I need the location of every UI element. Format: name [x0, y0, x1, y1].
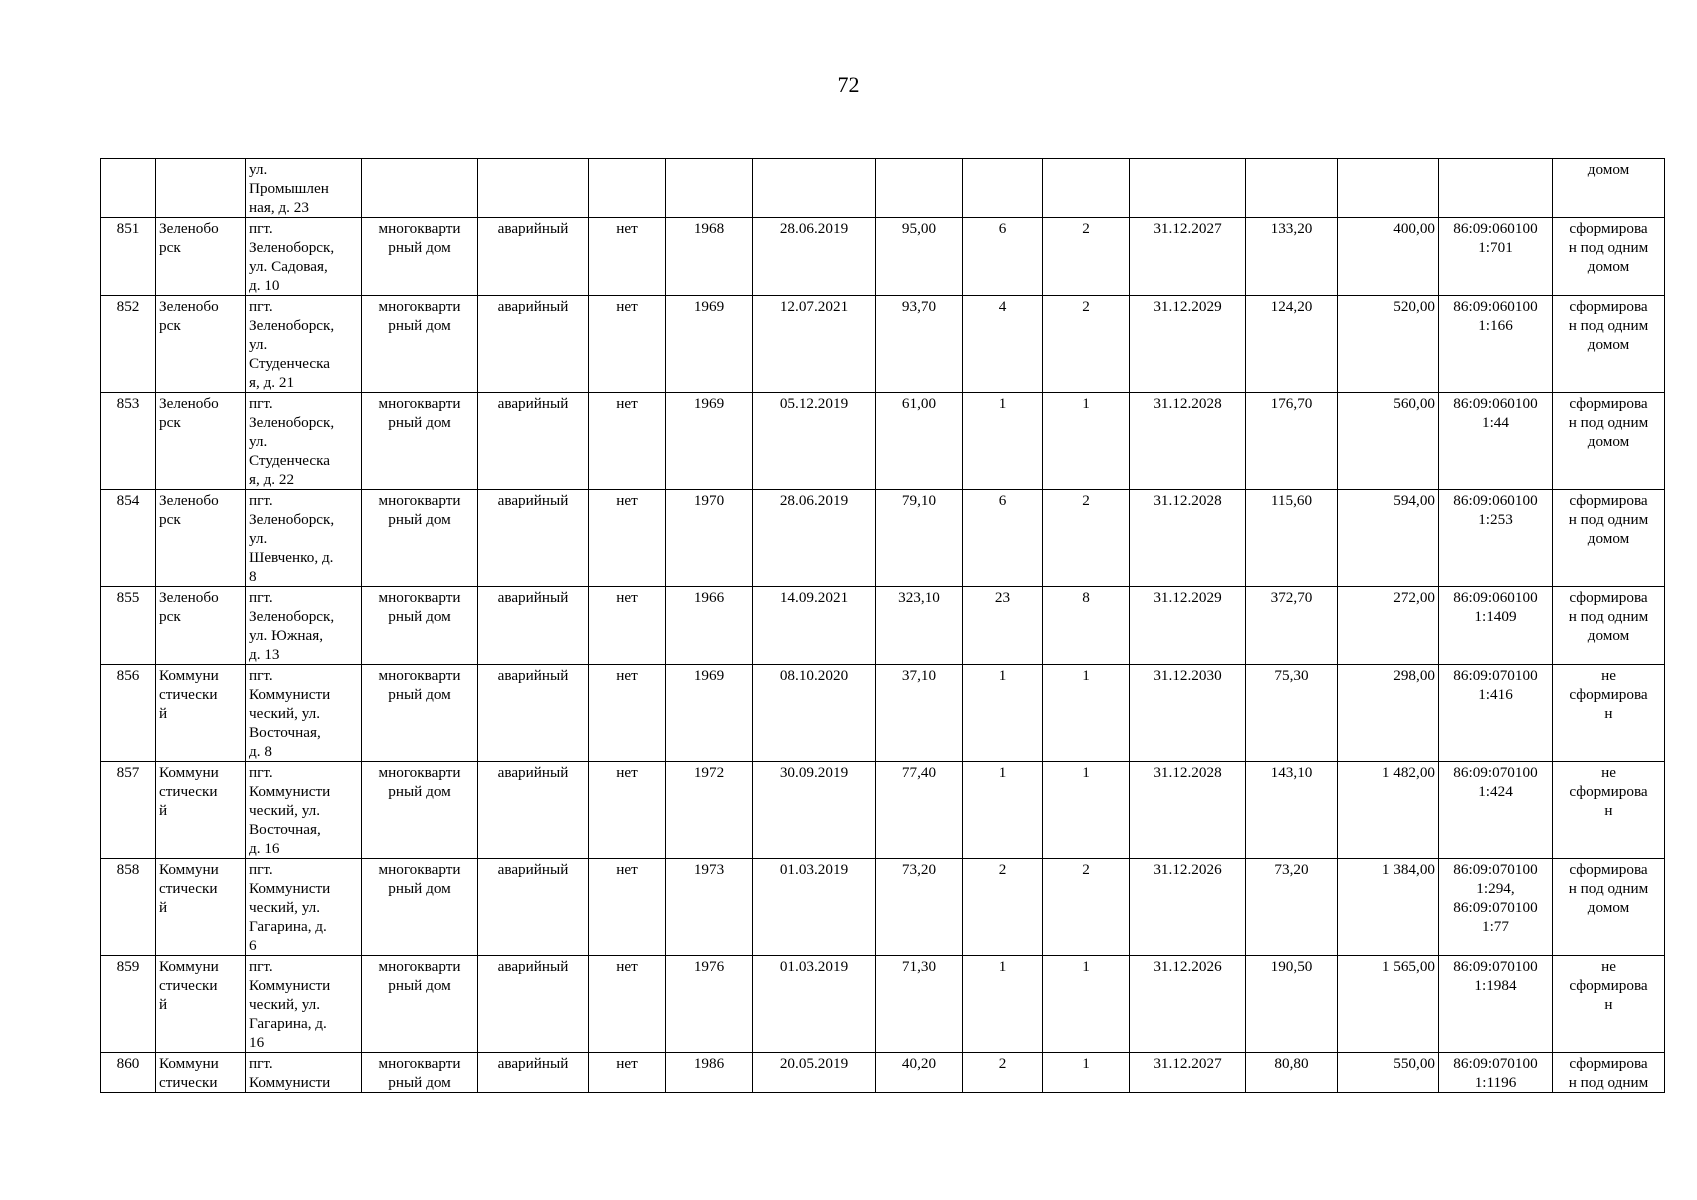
table-row [101, 296, 1665, 393]
decision-date-cell: 05.12.2019 [753, 393, 876, 490]
house-type-cell: многокварти рный дом [362, 490, 478, 587]
flats-cell: 8 [1043, 587, 1130, 665]
residents-cell: 1 [963, 393, 1043, 490]
flag-cell: нет [589, 218, 666, 296]
area-cell: 323,10 [876, 587, 963, 665]
flag-cell: нет [589, 859, 666, 956]
flag-cell: нет [589, 296, 666, 393]
land-area-cell: 1 384,00 [1338, 859, 1439, 956]
locality-cell: Коммуни стически й [156, 665, 246, 762]
house-type-cell: многокварти рный дом [362, 218, 478, 296]
locality-cell [156, 159, 246, 218]
residents-cell: 4 [963, 296, 1043, 393]
condition-cell: аварийный [478, 296, 589, 393]
house-type-cell: многокварти рный дом [362, 393, 478, 490]
flats-cell: 1 [1043, 762, 1130, 859]
flats-cell: 1 [1043, 665, 1130, 762]
cadastral-number-cell: 86:09:070100 1:1984 [1439, 956, 1553, 1053]
cadastral-number-cell: 86:09:060100 1:253 [1439, 490, 1553, 587]
land-status-cell: сформирова н под одним домом [1553, 393, 1665, 490]
condition-cell: аварийный [478, 393, 589, 490]
cadastral-number-cell: 86:09:060100 1:1409 [1439, 587, 1553, 665]
decision-date-cell: 12.07.2021 [753, 296, 876, 393]
flag-cell: нет [589, 762, 666, 859]
cadastral-number-cell: 86:09:070100 1:1196 [1439, 1053, 1553, 1093]
condition-cell: аварийный [478, 665, 589, 762]
land-status-cell: домом [1553, 159, 1665, 218]
year-cell: 1976 [666, 956, 753, 1053]
cadastral-number-cell: 86:09:070100 1:294, 86:09:070100 1:77 [1439, 859, 1553, 956]
condition-cell [478, 159, 589, 218]
locality-cell: Коммуни стически й [156, 956, 246, 1053]
house-type-cell: многокварти рный дом [362, 1053, 478, 1093]
land-area-cell: 272,00 [1338, 587, 1439, 665]
condition-cell: аварийный [478, 218, 589, 296]
decision-date-cell: 01.03.2019 [753, 859, 876, 956]
locality-cell: Зеленобо рск [156, 296, 246, 393]
area-cell: 77,40 [876, 762, 963, 859]
land-status-cell: не сформирова н [1553, 762, 1665, 859]
table-row [101, 587, 1665, 665]
area-cell: 93,70 [876, 296, 963, 393]
house-type-cell: многокварти рный дом [362, 956, 478, 1053]
flag-cell: нет [589, 956, 666, 1053]
year-cell: 1986 [666, 1053, 753, 1093]
residents-cell: 2 [963, 859, 1043, 956]
locality-cell: Коммуни стически [156, 1053, 246, 1093]
row-number-cell: 853 [101, 393, 156, 490]
condition-cell: аварийный [478, 956, 589, 1053]
flag-cell: нет [589, 665, 666, 762]
land-status-cell: сформирова н под одним домом [1553, 490, 1665, 587]
year-cell: 1970 [666, 490, 753, 587]
cadastral-number-cell: 86:09:060100 1:44 [1439, 393, 1553, 490]
flats-cell: 1 [1043, 956, 1130, 1053]
table-row [101, 159, 1665, 218]
house-type-cell: многокварти рный дом [362, 296, 478, 393]
address-cell: пгт. Зеленоборск, ул. Шевченко, д. 8 [246, 490, 362, 587]
table-row [101, 859, 1665, 956]
land-status-cell: не сформирова н [1553, 665, 1665, 762]
cadastral-number-cell: 86:09:060100 1:701 [1439, 218, 1553, 296]
decision-date-cell: 20.05.2019 [753, 1053, 876, 1093]
land-area-cell: 594,00 [1338, 490, 1439, 587]
land-status-cell: сформирова н под одним домом [1553, 296, 1665, 393]
cadastral-number-cell: 86:09:070100 1:416 [1439, 665, 1553, 762]
row-number-cell: 852 [101, 296, 156, 393]
decision-date-cell: 01.03.2019 [753, 956, 876, 1053]
area2-cell [1246, 159, 1338, 218]
decision-date-cell [753, 159, 876, 218]
area2-cell: 115,60 [1246, 490, 1338, 587]
land-status-cell: сформирова н под одним [1553, 1053, 1665, 1093]
flats-cell: 2 [1043, 859, 1130, 956]
deadline-cell: 31.12.2029 [1130, 587, 1246, 665]
land-status-cell: не сформирова н [1553, 956, 1665, 1053]
table-row [101, 393, 1665, 490]
deadline-cell: 31.12.2027 [1130, 1053, 1246, 1093]
housing-register-table [100, 158, 1665, 1093]
address-cell: ул. Промышлен ная, д. 23 [246, 159, 362, 218]
deadline-cell: 31.12.2028 [1130, 762, 1246, 859]
address-cell: пгт. Зеленоборск, ул. Садовая, д. 10 [246, 218, 362, 296]
residents-cell: 23 [963, 587, 1043, 665]
decision-date-cell: 08.10.2020 [753, 665, 876, 762]
year-cell: 1969 [666, 393, 753, 490]
area2-cell: 176,70 [1246, 393, 1338, 490]
house-type-cell [362, 159, 478, 218]
area-cell: 95,00 [876, 218, 963, 296]
land-area-cell: 520,00 [1338, 296, 1439, 393]
year-cell: 1969 [666, 296, 753, 393]
flag-cell: нет [589, 393, 666, 490]
area2-cell: 372,70 [1246, 587, 1338, 665]
row-number-cell: 856 [101, 665, 156, 762]
locality-cell: Зеленобо рск [156, 490, 246, 587]
address-cell: пгт. Зеленоборск, ул. Студенческа я, д. 21 [246, 296, 362, 393]
land-area-cell: 550,00 [1338, 1053, 1439, 1093]
flag-cell [589, 159, 666, 218]
area-cell [876, 159, 963, 218]
residents-cell [963, 159, 1043, 218]
address-cell: пгт. Коммунисти ческий, ул. Гагарина, д. 6 [246, 859, 362, 956]
row-number-cell: 854 [101, 490, 156, 587]
house-type-cell: многокварти рный дом [362, 587, 478, 665]
area2-cell: 143,10 [1246, 762, 1338, 859]
condition-cell: аварийный [478, 762, 589, 859]
table-body [101, 159, 1665, 1093]
deadline-cell: 31.12.2030 [1130, 665, 1246, 762]
cadastral-number-cell: 86:09:060100 1:166 [1439, 296, 1553, 393]
address-cell: пгт. Коммунисти [246, 1053, 362, 1093]
cadastral-number-cell: 86:09:070100 1:424 [1439, 762, 1553, 859]
page-number: 72 [837, 72, 860, 97]
house-type-cell: многокварти рный дом [362, 762, 478, 859]
area-cell: 40,20 [876, 1053, 963, 1093]
flag-cell: нет [589, 587, 666, 665]
condition-cell: аварийный [478, 490, 589, 587]
condition-cell: аварийный [478, 1053, 589, 1093]
flats-cell: 2 [1043, 218, 1130, 296]
area-cell: 73,20 [876, 859, 963, 956]
land-area-cell: 400,00 [1338, 218, 1439, 296]
land-area-cell: 298,00 [1338, 665, 1439, 762]
table-row [101, 956, 1665, 1053]
address-cell: пгт. Коммунисти ческий, ул. Гагарина, д. 16 [246, 956, 362, 1053]
deadline-cell: 31.12.2028 [1130, 490, 1246, 587]
land-area-cell: 1 565,00 [1338, 956, 1439, 1053]
row-number-cell [101, 159, 156, 218]
decision-date-cell: 28.06.2019 [753, 490, 876, 587]
table-row [101, 218, 1665, 296]
deadline-cell: 31.12.2028 [1130, 393, 1246, 490]
flag-cell: нет [589, 1053, 666, 1093]
row-number-cell: 860 [101, 1053, 156, 1093]
locality-cell: Коммуни стически й [156, 762, 246, 859]
address-cell: пгт. Коммунисти ческий, ул. Восточная, д. 16 [246, 762, 362, 859]
house-type-cell: многокварти рный дом [362, 859, 478, 956]
area2-cell: 190,50 [1246, 956, 1338, 1053]
flats-cell: 2 [1043, 296, 1130, 393]
land-area-cell [1338, 159, 1439, 218]
row-number-cell: 855 [101, 587, 156, 665]
cadastral-number-cell [1439, 159, 1553, 218]
land-area-cell: 1 482,00 [1338, 762, 1439, 859]
deadline-cell [1130, 159, 1246, 218]
flats-cell: 1 [1043, 393, 1130, 490]
area-cell: 61,00 [876, 393, 963, 490]
year-cell: 1973 [666, 859, 753, 956]
table-row [101, 762, 1665, 859]
locality-cell: Зеленобо рск [156, 393, 246, 490]
year-cell: 1966 [666, 587, 753, 665]
land-status-cell: сформирова н под одним домом [1553, 218, 1665, 296]
decision-date-cell: 28.06.2019 [753, 218, 876, 296]
area-cell: 79,10 [876, 490, 963, 587]
area2-cell: 73,20 [1246, 859, 1338, 956]
decision-date-cell: 14.09.2021 [753, 587, 876, 665]
row-number-cell: 857 [101, 762, 156, 859]
decision-date-cell: 30.09.2019 [753, 762, 876, 859]
table-row [101, 490, 1665, 587]
condition-cell: аварийный [478, 859, 589, 956]
locality-cell: Зеленобо рск [156, 587, 246, 665]
year-cell: 1972 [666, 762, 753, 859]
area-cell: 37,10 [876, 665, 963, 762]
residents-cell: 1 [963, 956, 1043, 1053]
deadline-cell: 31.12.2027 [1130, 218, 1246, 296]
row-number-cell: 851 [101, 218, 156, 296]
land-status-cell: сформирова н под одним домом [1553, 587, 1665, 665]
residents-cell: 1 [963, 665, 1043, 762]
row-number-cell: 859 [101, 956, 156, 1053]
residents-cell: 2 [963, 1053, 1043, 1093]
table-row [101, 665, 1665, 762]
row-number-cell: 858 [101, 859, 156, 956]
deadline-cell: 31.12.2026 [1130, 859, 1246, 956]
year-cell: 1969 [666, 665, 753, 762]
year-cell [666, 159, 753, 218]
residents-cell: 6 [963, 490, 1043, 587]
area2-cell: 133,20 [1246, 218, 1338, 296]
flats-cell: 2 [1043, 490, 1130, 587]
flag-cell: нет [589, 490, 666, 587]
address-cell: пгт. Коммунисти ческий, ул. Восточная, д. 8 [246, 665, 362, 762]
locality-cell: Коммуни стически й [156, 859, 246, 956]
area2-cell: 80,80 [1246, 1053, 1338, 1093]
address-cell: пгт. Зеленоборск, ул. Южная, д. 13 [246, 587, 362, 665]
residents-cell: 6 [963, 218, 1043, 296]
condition-cell: аварийный [478, 587, 589, 665]
table-row [101, 1053, 1665, 1093]
area-cell: 71,30 [876, 956, 963, 1053]
flats-cell [1043, 159, 1130, 218]
area2-cell: 124,20 [1246, 296, 1338, 393]
deadline-cell: 31.12.2026 [1130, 956, 1246, 1053]
residents-cell: 1 [963, 762, 1043, 859]
address-cell: пгт. Зеленоборск, ул. Студенческа я, д. 22 [246, 393, 362, 490]
flats-cell: 1 [1043, 1053, 1130, 1093]
land-area-cell: 560,00 [1338, 393, 1439, 490]
land-status-cell: сформирова н под одним домом [1553, 859, 1665, 956]
deadline-cell: 31.12.2029 [1130, 296, 1246, 393]
year-cell: 1968 [666, 218, 753, 296]
house-type-cell: многокварти рный дом [362, 665, 478, 762]
locality-cell: Зеленобо рск [156, 218, 246, 296]
area2-cell: 75,30 [1246, 665, 1338, 762]
